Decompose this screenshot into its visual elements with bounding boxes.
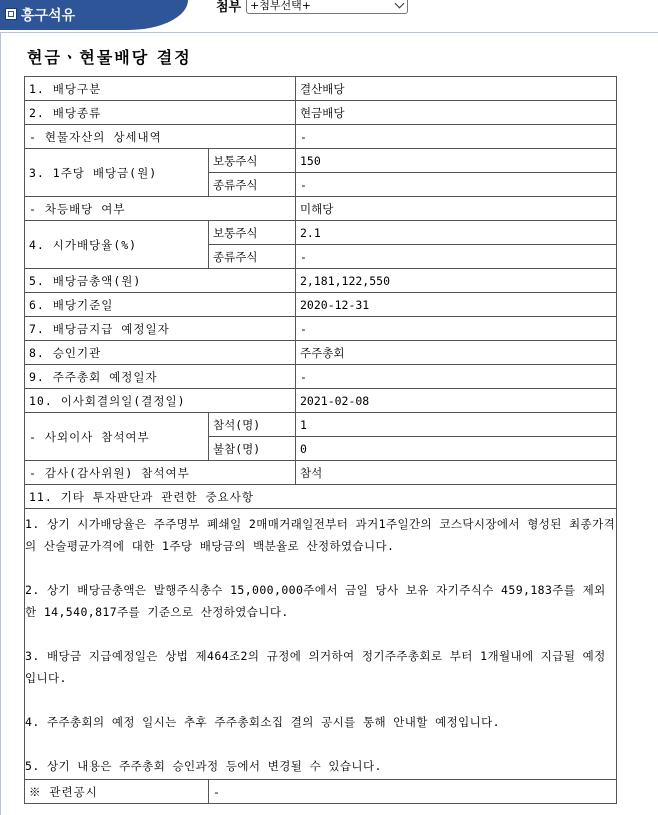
notes-row xyxy=(25,509,617,780)
related-value: - xyxy=(209,780,617,804)
table-row xyxy=(25,365,617,389)
table-row xyxy=(25,341,617,365)
row-label: 11. 기타 투자판단과 관련한 중요사항 xyxy=(25,485,617,509)
table-row xyxy=(25,461,617,485)
notes-cell xyxy=(25,509,617,780)
table-row xyxy=(25,101,617,125)
row-sublabel: 참석(명) xyxy=(209,413,296,437)
row-value: - xyxy=(296,245,617,269)
row-value: 참석 xyxy=(296,461,617,485)
note-paragraph: 4. 주주총회의 예정 일시는 추후 주주총회소집 결의 공시를 통해 안내할 예정입니다. xyxy=(25,715,500,729)
row-label: 8. 승인기관 xyxy=(25,341,296,365)
attach-label: 첨부 xyxy=(216,0,242,15)
table-row xyxy=(25,485,617,509)
company-icon xyxy=(5,8,17,20)
row-label: 3. 1주당 배당금(원) xyxy=(25,149,209,197)
table-row xyxy=(25,269,617,293)
row-value: 현금배당 xyxy=(296,101,617,125)
row-value: - xyxy=(296,365,617,389)
row-label: - 현물자산의 상세내역 xyxy=(25,125,296,149)
top-bar xyxy=(0,0,658,30)
row-value: 2020-12-31 xyxy=(296,293,617,317)
row-value: 미해당 xyxy=(296,197,617,221)
row-label: - 감사(감사위원) 참석여부 xyxy=(25,461,296,485)
table-row xyxy=(25,293,617,317)
table-row xyxy=(25,149,617,173)
company-tab xyxy=(0,0,188,30)
table-row xyxy=(25,221,617,245)
table-row xyxy=(25,413,617,437)
note-paragraph: 3. 배당금 지급예정일은 상법 제464조2의 규정에 의거하여 정기주주총회로 부터 1개월내에 지급될 예정입니다. xyxy=(25,649,606,685)
row-label: 9. 주주총회 예정일자 xyxy=(25,365,296,389)
table-row xyxy=(25,77,617,101)
row-value: - xyxy=(296,125,617,149)
row-label: 2. 배당종류 xyxy=(25,101,296,125)
disclosure-table xyxy=(24,76,617,804)
row-sublabel: 보통주식 xyxy=(209,149,296,173)
row-value: - xyxy=(296,317,617,341)
note-paragraph: 2. 상기 배당금총액은 발행주식총수 15,000,000주에서 금일 당사 보유 자기주식수 459,183주를 제외한 14,540,817주를 기준으로 산정하였습니다. xyxy=(25,583,606,619)
row-sublabel: 불참(명) xyxy=(209,437,296,461)
note-paragraph: 1. 상기 시가배당율은 주주명부 폐쇄일 2매매거래일전부터 과거1주일간의 코스닥시장에서 형성된 최종가격의 산술평균가격에 대한 1주당 배당금의 백분율로 산정하였습니다. xyxy=(25,517,616,553)
row-value: 결산배당 xyxy=(296,77,617,101)
row-value: 1 xyxy=(296,413,617,437)
table-row xyxy=(25,389,617,413)
row-label: - 차등배당 여부 xyxy=(25,197,296,221)
row-value: 2021-02-08 xyxy=(296,389,617,413)
row-value: - xyxy=(296,173,617,197)
row-sublabel: 종류주식 xyxy=(209,245,296,269)
row-label: 4. 시가배당율(%) xyxy=(25,221,209,269)
row-label: 7. 배당금지급 예정일자 xyxy=(25,317,296,341)
row-value: 0 xyxy=(296,437,617,461)
table-row xyxy=(25,317,617,341)
attach-select-value: +첨부선택+ xyxy=(250,0,311,12)
row-label: 10. 이사회결의일(결정일) xyxy=(25,389,296,413)
row-value: 주주총회 xyxy=(296,341,617,365)
row-label: - 사외이사 참석여부 xyxy=(25,413,209,461)
company-name: 흥구석유 xyxy=(21,8,76,24)
row-value: 150 xyxy=(296,149,617,173)
related-label: ※ 관련공시 xyxy=(25,780,209,804)
row-label: 6. 배당기준일 xyxy=(25,293,296,317)
table-row xyxy=(25,125,617,149)
table-row xyxy=(25,780,617,804)
attach-select[interactable] xyxy=(246,0,408,14)
page-title: 현금ㆍ현물배당 결정 xyxy=(27,48,192,67)
row-sublabel: 종류주식 xyxy=(209,173,296,197)
row-label: 5. 배당금총액(원) xyxy=(25,269,296,293)
row-value: 2,181,122,550 xyxy=(296,269,617,293)
row-sublabel: 보통주식 xyxy=(209,221,296,245)
note-paragraph: 5. 상기 내용은 주주총회 승인과정 등에서 변경될 수 있습니다. xyxy=(25,759,382,773)
row-label: 1. 배당구분 xyxy=(25,77,296,101)
row-value: 2.1 xyxy=(296,221,617,245)
table-row xyxy=(25,197,617,221)
chevron-down-icon xyxy=(395,0,405,8)
